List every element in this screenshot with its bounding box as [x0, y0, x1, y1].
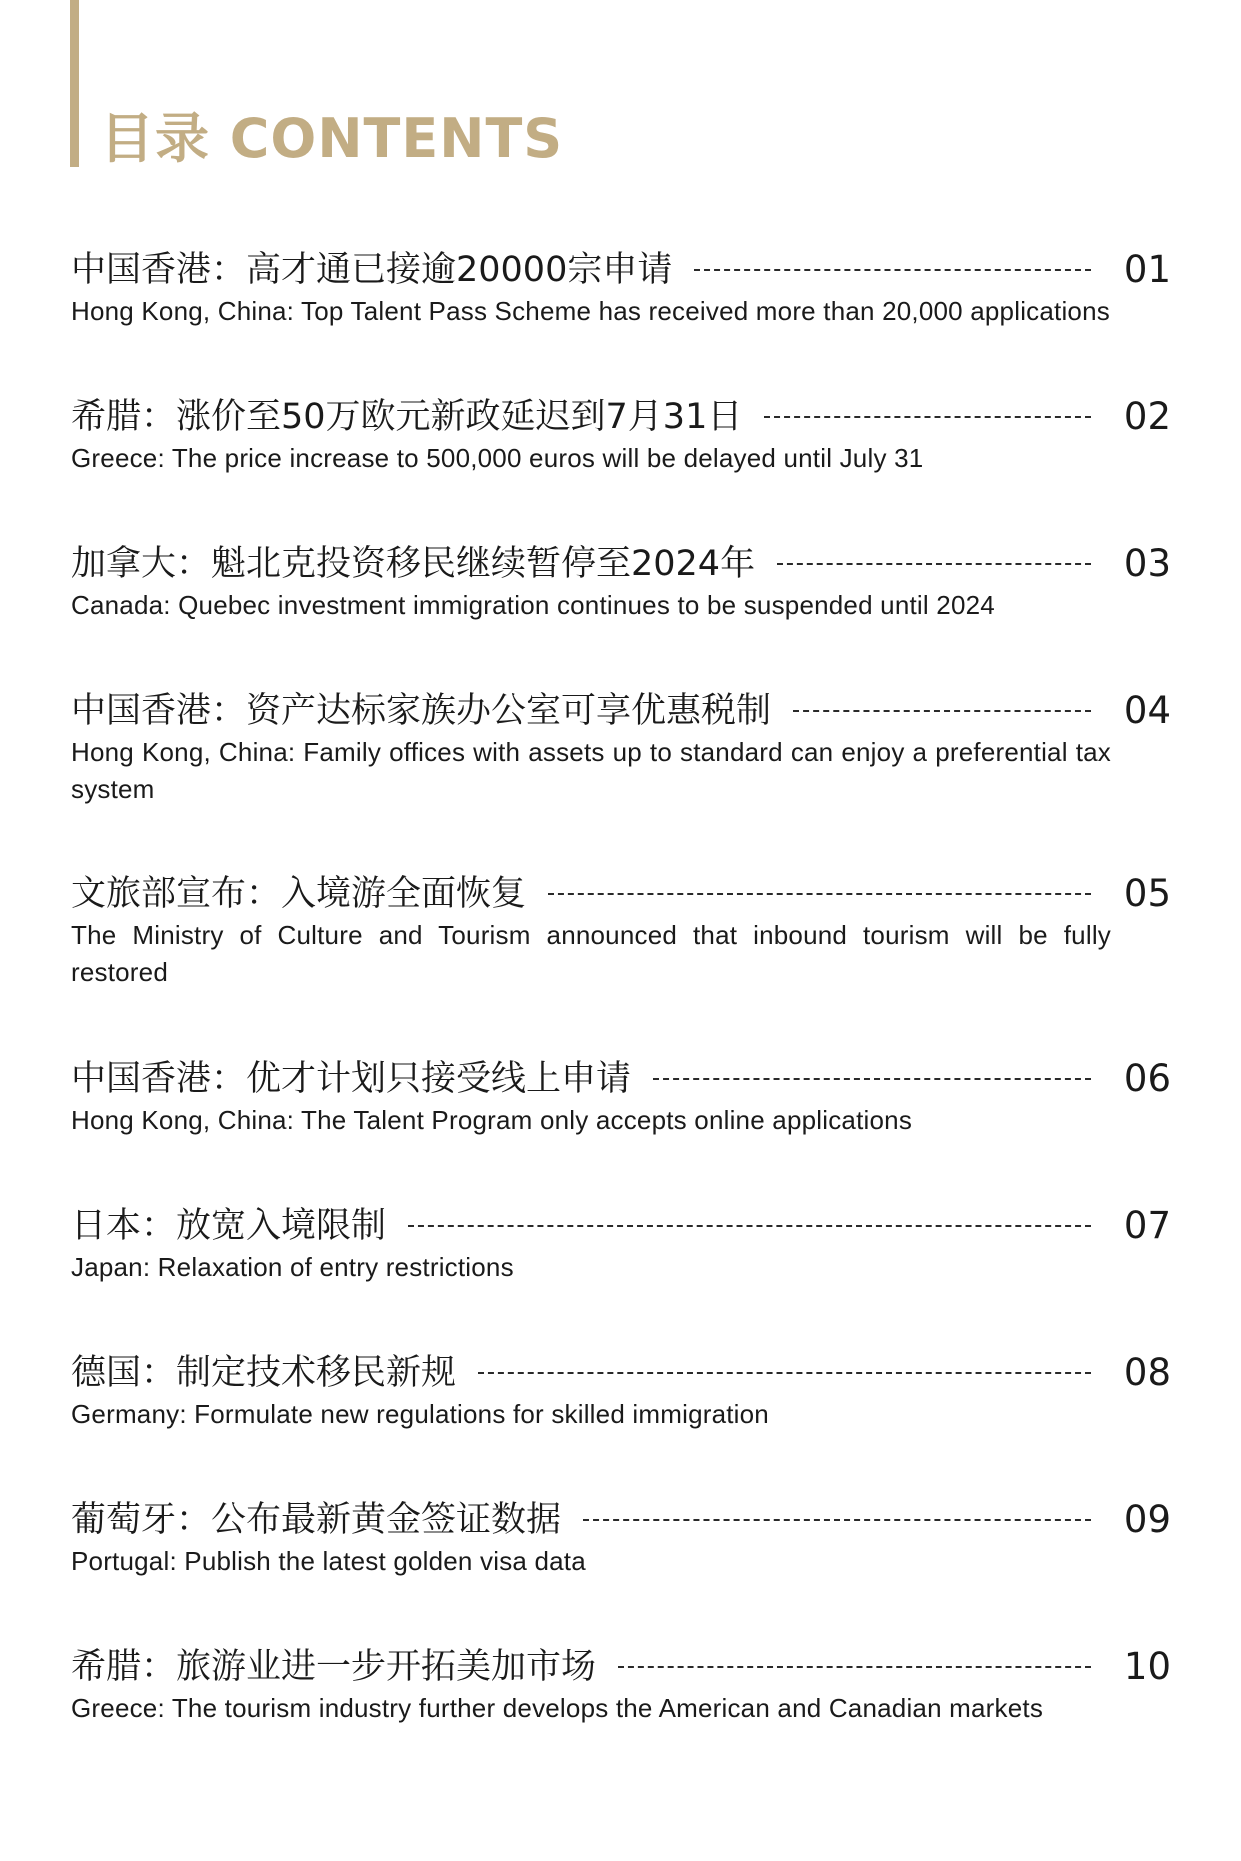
accent-bar	[70, 0, 79, 167]
toc-page-number: 05	[1123, 872, 1171, 915]
toc-title-en: Greece: The tourism industry further develops the American and Canadian markets	[71, 1693, 1044, 1723]
toc-page-number: 01	[1123, 248, 1171, 291]
dotted-leader	[583, 1519, 1091, 1521]
toc-title-cn: 文旅部宣布：入境游全面恢复	[71, 874, 527, 914]
toc-title-cn: 希腊：涨价至50万欧元新政延迟到7月31日	[71, 397, 743, 437]
toc-entry[interactable]	[71, 871, 1171, 991]
dotted-leader	[548, 893, 1091, 895]
toc-page-number: 04	[1123, 689, 1171, 732]
toc-title-en: Greece: The price increase to 500,000 euros will be delayed until July 31	[71, 443, 924, 473]
dotted-leader	[694, 269, 1091, 271]
toc-title-en: Hong Kong, China: The Talent Program only accepts online applications	[71, 1105, 913, 1135]
toc-title-en: Germany: Formulate new regulations for skilled immigration	[71, 1399, 769, 1429]
dotted-leader	[478, 1372, 1091, 1374]
toc-title-en: The Ministry of Culture and Tourism announced that inbound tourism will be fully restored	[71, 920, 1111, 987]
toc-title-cn: 日本：放宽入境限制	[71, 1206, 387, 1246]
dotted-leader	[777, 563, 1091, 565]
toc-page-number: 06	[1123, 1057, 1171, 1100]
toc-page-number: 03	[1123, 542, 1171, 585]
toc-page-number: 09	[1123, 1498, 1171, 1541]
toc-entry[interactable]	[71, 394, 1171, 477]
toc-title-cn: 中国香港：优才计划只接受线上申请	[71, 1059, 632, 1099]
toc-entry[interactable]	[71, 1497, 1171, 1580]
toc-title-en: Hong Kong, China: Family offices with assets up to standard can enjoy a preferential tax system	[71, 737, 1111, 804]
toc-entry[interactable]	[71, 1203, 1171, 1286]
toc-title-cn: 中国香港：高才通已接逾20000宗申请	[71, 250, 673, 290]
toc-entry[interactable]	[71, 1644, 1171, 1727]
toc-entry[interactable]	[71, 688, 1171, 808]
dotted-leader	[653, 1078, 1091, 1080]
toc-title-en: Hong Kong, China: Top Talent Pass Scheme has received more than 20,000 applications	[71, 296, 1110, 326]
toc-page-number: 08	[1123, 1351, 1171, 1394]
toc-page-number: 07	[1123, 1204, 1171, 1247]
toc-page-number: 02	[1123, 395, 1171, 438]
page-title: 目录 CONTENTS	[100, 107, 564, 170]
toc-title-cn: 德国：制定技术移民新规	[71, 1353, 457, 1393]
dotted-leader	[764, 416, 1091, 418]
toc-entry[interactable]	[71, 1350, 1171, 1433]
dotted-leader	[408, 1225, 1091, 1227]
toc-title-cn: 加拿大：魁北克投资移民继续暂停至2024年	[71, 544, 756, 584]
dotted-leader	[618, 1666, 1091, 1668]
toc-title-cn: 葡萄牙：公布最新黄金签证数据	[71, 1500, 562, 1540]
dotted-leader	[793, 710, 1091, 712]
toc-entry[interactable]	[71, 541, 1171, 624]
toc-title-en: Japan: Relaxation of entry restrictions	[71, 1252, 514, 1282]
toc-title-cn: 希腊：旅游业进一步开拓美加市场	[71, 1647, 597, 1687]
toc-page-number: 10	[1123, 1645, 1171, 1688]
toc-entry[interactable]	[71, 247, 1171, 330]
toc-title-en: Canada: Quebec investment immigration continues to be suspended until 2024	[71, 590, 995, 620]
toc-title-en: Portugal: Publish the latest golden visa data	[71, 1546, 586, 1576]
toc-title-cn: 中国香港：资产达标家族办公室可享优惠税制	[71, 691, 772, 731]
toc-entry[interactable]	[71, 1056, 1171, 1139]
